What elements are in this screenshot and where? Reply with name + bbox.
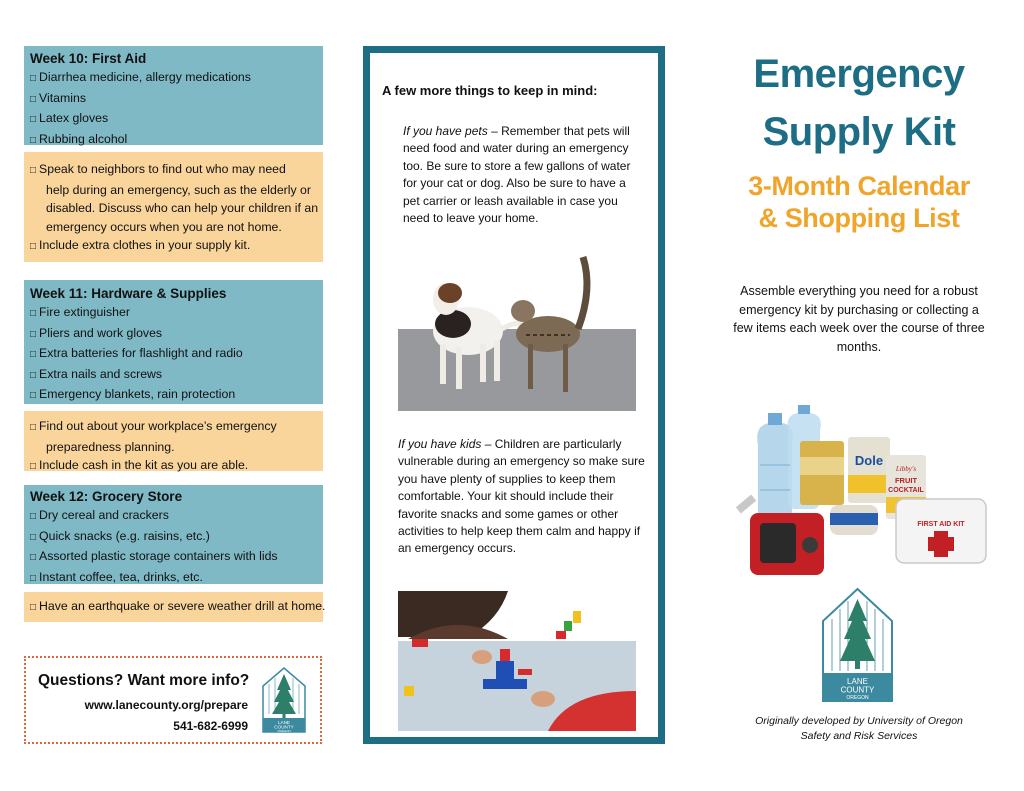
kids-paragraph xyxy=(398,436,648,558)
tip-line: preparedness planning. xyxy=(46,439,175,454)
week12-tips-box xyxy=(24,592,326,622)
checkbox-icon[interactable]: □ xyxy=(30,531,37,543)
checklist-item[interactable]: □ Latex gloves xyxy=(30,111,109,125)
checklist-item[interactable]: □ Rubbing alcohol xyxy=(30,131,128,146)
description: Assemble everything you need for a robust emergency kit by purchasing or collecting a few items each week over the course of three months. xyxy=(733,284,985,354)
svg-text:COCKTAIL: COCKTAIL xyxy=(888,487,924,494)
svg-text:FRUIT: FRUIT xyxy=(894,476,918,485)
tip-line: help during an emergency, such as the elderly or xyxy=(46,182,311,197)
week12-box xyxy=(24,485,323,584)
checkbox-icon[interactable]: □ xyxy=(30,422,37,433)
credit-line2: Safety and Risk Services xyxy=(800,730,918,742)
title-line1: Emergency xyxy=(753,52,965,96)
svg-text:LANE: LANE xyxy=(847,677,868,686)
week10-tips-box xyxy=(24,152,323,262)
checkbox-icon[interactable]: □ xyxy=(30,73,37,84)
checkbox-icon[interactable]: □ xyxy=(30,461,37,472)
checklist-item[interactable]: □ Assorted plastic storage containers with lids xyxy=(30,549,278,563)
checkbox-icon[interactable]: □ xyxy=(30,369,37,381)
checklist-item[interactable]: □ Instant coffee, tea, drinks, etc. xyxy=(30,569,203,584)
checkbox-icon[interactable]: □ xyxy=(30,134,37,146)
tip-item[interactable]: □ Have an earthquake or severe weather drill at home. xyxy=(30,599,326,613)
week11-box xyxy=(24,280,323,404)
middle-panel xyxy=(363,46,665,744)
checkbox-icon[interactable]: □ xyxy=(30,602,37,613)
checklist-item[interactable]: □ Extra batteries for flashlight and radio xyxy=(30,346,243,360)
lane-county-logo xyxy=(820,585,895,703)
checklist-item[interactable]: □ Diarrhea medicine, allergy medications xyxy=(30,70,251,84)
checkbox-icon[interactable]: □ xyxy=(30,328,37,340)
svg-text:COUNTY: COUNTY xyxy=(274,724,294,730)
emergency-supplies-image xyxy=(730,405,990,580)
pets-text: – Remember that pets will need food and water during an emergency too. Be sure to store a few gallons of water for your cat or dog. Also be sure to have a pet carrier or leash available in case you need to leave your home. xyxy=(403,124,631,226)
svg-text:Libby's: Libby's xyxy=(895,465,917,473)
subtitle-line2: & Shopping List xyxy=(758,203,960,233)
svg-text:OREGON: OREGON xyxy=(277,729,291,733)
checklist-item[interactable]: □ Extra nails and screws xyxy=(30,366,163,381)
subtitle-line1: 3-Month Calendar xyxy=(748,171,970,201)
lane-county-logo-small xyxy=(261,664,307,734)
svg-text:FIRST AID KIT: FIRST AID KIT xyxy=(917,521,965,528)
week10-title: Week 10: First Aid xyxy=(30,51,147,66)
middle-heading: A few more things to keep in mind: xyxy=(382,83,598,98)
tip-line: emergency occurs when you are not home. xyxy=(46,219,282,234)
checkbox-icon[interactable]: □ xyxy=(30,93,37,105)
checkbox-icon[interactable]: □ xyxy=(30,552,37,563)
tip-item[interactable]: □ Include cash in the kit as you are able. xyxy=(30,458,249,472)
tip-item[interactable]: □ Include extra clothes in your supply kit. xyxy=(30,238,251,252)
checkbox-icon[interactable]: □ xyxy=(30,390,37,401)
checklist-item[interactable]: □ Vitamins xyxy=(30,90,86,105)
checklist-item[interactable]: □ Fire extinguisher xyxy=(30,305,130,319)
week11-title: Week 11: Hardware & Supplies xyxy=(30,286,227,301)
dog-and-cat-photo xyxy=(398,249,636,411)
svg-text:OREGON: OREGON xyxy=(846,695,869,701)
checklist-item[interactable]: □ Dry cereal and crackers xyxy=(30,508,169,522)
checklist-item[interactable]: □ Emergency blankets, rain protection xyxy=(30,387,236,401)
checkbox-icon[interactable]: □ xyxy=(30,572,37,584)
checkbox-icon[interactable]: □ xyxy=(30,308,37,319)
svg-text:LANE: LANE xyxy=(277,720,291,725)
pets-lead: If you have pets xyxy=(403,124,488,138)
pets-paragraph xyxy=(403,123,635,227)
week11-tips-box xyxy=(24,411,323,471)
checklist-item[interactable]: □ Quick snacks (e.g. raisins, etc.) xyxy=(30,528,210,543)
credit-text xyxy=(744,714,974,744)
credit-line1: Originally developed by University of Oregon xyxy=(755,715,963,727)
tip-item[interactable]: □ Speak to neighbors to find out who may need xyxy=(30,162,286,176)
week12-title: Week 12: Grocery Store xyxy=(30,489,183,504)
checklist-item[interactable]: □ Pliers and work gloves xyxy=(30,325,163,340)
tip-item[interactable]: □ Find out about your workplace’s emergency xyxy=(30,419,277,433)
phone-number[interactable]: 541-682-6999 xyxy=(173,719,248,733)
week10-box xyxy=(24,46,323,145)
questions-title: Questions? Want more info? xyxy=(38,672,250,689)
checkbox-icon[interactable]: □ xyxy=(30,241,37,252)
kids-lead: If you have kids xyxy=(398,437,482,451)
checkbox-icon[interactable]: □ xyxy=(30,511,37,522)
questions-box xyxy=(24,656,322,744)
svg-text:COUNTY: COUNTY xyxy=(840,685,875,695)
title-line2: Supply Kit xyxy=(762,110,956,154)
tip-line: disabled. Discuss who can help your children if an xyxy=(46,201,319,215)
kids-playing-photo xyxy=(398,591,636,731)
checkbox-icon[interactable]: □ xyxy=(30,114,37,125)
checkbox-icon[interactable]: □ xyxy=(30,349,37,360)
website-link[interactable]: www.lanecounty.org/prepare xyxy=(84,698,248,712)
kids-text: – Children are particularly vulnerable during an emergency so make sure you have plenty of supplies to keep them comfortable. Your kit should include their favorite snacks and some games or other activities to help keep them calm and happy if an emergency occurs. xyxy=(398,437,645,556)
checkbox-icon[interactable]: □ xyxy=(30,165,37,176)
svg-text:Dole: Dole xyxy=(854,453,884,468)
